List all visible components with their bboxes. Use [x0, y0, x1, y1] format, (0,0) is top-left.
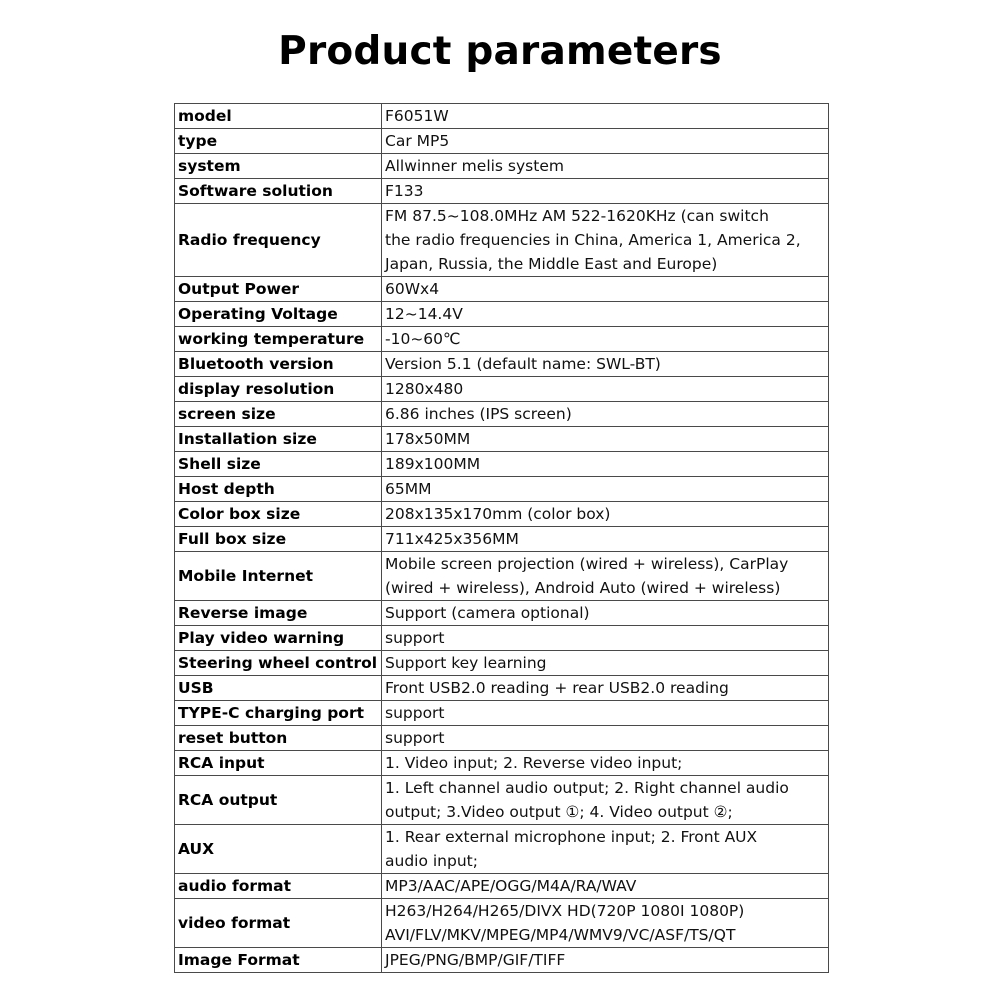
table-row	[175, 776, 829, 825]
table-row	[175, 676, 829, 701]
parameter-value-line: F133	[385, 182, 424, 200]
parameter-label: AUX	[175, 825, 382, 874]
table-row	[175, 726, 829, 751]
parameter-label: video format	[175, 899, 382, 948]
parameter-value-line: 6.86 inches (IPS screen)	[385, 405, 572, 423]
parameter-value	[382, 502, 829, 527]
parameter-value-line: 1. Left channel audio output; 2. Right channel audio	[385, 779, 789, 797]
table-row	[175, 104, 829, 129]
parameter-value	[382, 651, 829, 676]
table-row	[175, 601, 829, 626]
parameter-label: screen size	[175, 402, 382, 427]
parameter-label: Output Power	[175, 277, 382, 302]
parameter-value	[382, 552, 829, 601]
parameter-label: Reverse image	[175, 601, 382, 626]
parameter-value-line: FM 87.5~108.0MHz AM 522-1620KHz (can switch	[385, 207, 769, 225]
parameter-label: Radio frequency	[175, 204, 382, 277]
parameter-value	[382, 277, 829, 302]
parameter-label: system	[175, 154, 382, 179]
parameter-value	[382, 776, 829, 825]
table-row	[175, 402, 829, 427]
parameter-value	[382, 948, 829, 973]
table-row	[175, 552, 829, 601]
table-row	[175, 899, 829, 948]
table-row	[175, 825, 829, 874]
parameter-value-line: (wired + wireless), Android Auto (wired + wireless)	[385, 579, 781, 597]
parameter-label: Mobile Internet	[175, 552, 382, 601]
parameter-label: Play video warning	[175, 626, 382, 651]
parameter-value-line: output; 3.Video output ①; 4. Video output ②;	[385, 803, 733, 821]
parameter-value-line: support	[385, 729, 445, 747]
table-row	[175, 377, 829, 402]
parameter-value	[382, 104, 829, 129]
parameter-value-line: Front USB2.0 reading + rear USB2.0 reading	[385, 679, 729, 697]
parameter-value-line: 12~14.4V	[385, 305, 463, 323]
parameter-label: RCA output	[175, 776, 382, 825]
table-row	[175, 452, 829, 477]
parameter-label: TYPE-C charging port	[175, 701, 382, 726]
parameter-value-line: Version 5.1 (default name: SWL-BT)	[385, 355, 661, 373]
parameter-value-line: 189x100MM	[385, 455, 481, 473]
parameter-value-line: 208x135x170mm (color box)	[385, 505, 611, 523]
parameter-label: RCA input	[175, 751, 382, 776]
parameter-value-line: 1280x480	[385, 380, 464, 398]
table-row	[175, 701, 829, 726]
table-row	[175, 477, 829, 502]
parameter-value	[382, 352, 829, 377]
parameter-value	[382, 601, 829, 626]
parameter-label: Image Format	[175, 948, 382, 973]
parameter-value	[382, 327, 829, 352]
parameter-label: Host depth	[175, 477, 382, 502]
table-row	[175, 302, 829, 327]
parameter-label: Software solution	[175, 179, 382, 204]
table-row	[175, 179, 829, 204]
parameter-value-line: 711x425x356MM	[385, 530, 519, 548]
parameter-value	[382, 452, 829, 477]
parameter-value-line: 178x50MM	[385, 430, 471, 448]
table-row	[175, 626, 829, 651]
parameter-value	[382, 477, 829, 502]
parameter-label: Installation size	[175, 427, 382, 452]
parameter-value-line: Mobile screen projection (wired + wireless), CarPlay	[385, 555, 789, 573]
parameter-label: reset button	[175, 726, 382, 751]
parameter-value-line: audio input;	[385, 852, 478, 870]
parameter-value-line: Car MP5	[385, 132, 450, 150]
parameter-value	[382, 179, 829, 204]
parameter-label: display resolution	[175, 377, 382, 402]
parameter-value	[382, 726, 829, 751]
parameter-value-line: 65MM	[385, 480, 432, 498]
parameter-value	[382, 626, 829, 651]
parameter-value	[382, 874, 829, 899]
parameter-value-line: MP3/AAC/APE/OGG/M4A/RA/WAV	[385, 877, 637, 895]
parameter-label: Operating Voltage	[175, 302, 382, 327]
parameter-label: Steering wheel control	[175, 651, 382, 676]
table-row	[175, 352, 829, 377]
parameter-value	[382, 402, 829, 427]
table-row	[175, 948, 829, 973]
table-row	[175, 651, 829, 676]
page-title: Product parameters	[278, 29, 722, 74]
parameter-value	[382, 899, 829, 948]
parameter-value-line: Support (camera optional)	[385, 604, 590, 622]
table-row	[175, 874, 829, 899]
parameter-label: type	[175, 129, 382, 154]
parameters-table-body	[175, 104, 829, 973]
parameter-value	[382, 204, 829, 277]
parameter-label: Bluetooth version	[175, 352, 382, 377]
table-row	[175, 327, 829, 352]
parameter-value-line: H263/H264/H265/DIVX HD(720P 1080I 1080P)	[385, 902, 745, 920]
parameter-value-line: Japan, Russia, the Middle East and Europe)	[385, 255, 718, 273]
parameter-label: Full box size	[175, 527, 382, 552]
parameter-value-line: 60Wx4	[385, 280, 440, 298]
parameter-label: Shell size	[175, 452, 382, 477]
parameter-value-line: 1. Video input; 2. Reverse video input;	[385, 754, 683, 772]
parameter-value-line: -10~60℃	[385, 330, 461, 348]
parameter-value-line: JPEG/PNG/BMP/GIF/TIFF	[385, 951, 566, 969]
parameter-label: Color box size	[175, 502, 382, 527]
parameter-label: audio format	[175, 874, 382, 899]
parameter-value-line: Allwinner melis system	[385, 157, 564, 175]
table-row	[175, 154, 829, 179]
parameter-label: USB	[175, 676, 382, 701]
parameter-value	[382, 154, 829, 179]
parameter-value-line: F6051W	[385, 107, 449, 125]
parameter-label: model	[175, 104, 382, 129]
parameter-value-line: AVI/FLV/MKV/MPEG/MP4/WMV9/VC/ASF/TS/QT	[385, 926, 736, 944]
parameter-value	[382, 825, 829, 874]
table-row	[175, 427, 829, 452]
table-row	[175, 751, 829, 776]
parameter-value	[382, 377, 829, 402]
table-row	[175, 502, 829, 527]
parameter-value-line: Support key learning	[385, 654, 547, 672]
parameters-table	[174, 103, 829, 973]
parameter-value	[382, 427, 829, 452]
parameter-value-line: support	[385, 629, 445, 647]
table-row	[175, 129, 829, 154]
parameter-value-line: the radio frequencies in China, America 1, America 2,	[385, 231, 801, 249]
parameter-label: working temperature	[175, 327, 382, 352]
table-row	[175, 277, 829, 302]
parameter-value	[382, 527, 829, 552]
parameter-value	[382, 129, 829, 154]
parameter-value	[382, 302, 829, 327]
parameter-value-line: 1. Rear external microphone input; 2. Front AUX	[385, 828, 758, 846]
parameter-value	[382, 676, 829, 701]
parameter-value-line: support	[385, 704, 445, 722]
parameter-value	[382, 701, 829, 726]
parameter-value	[382, 751, 829, 776]
table-row	[175, 527, 829, 552]
table-row	[175, 204, 829, 277]
